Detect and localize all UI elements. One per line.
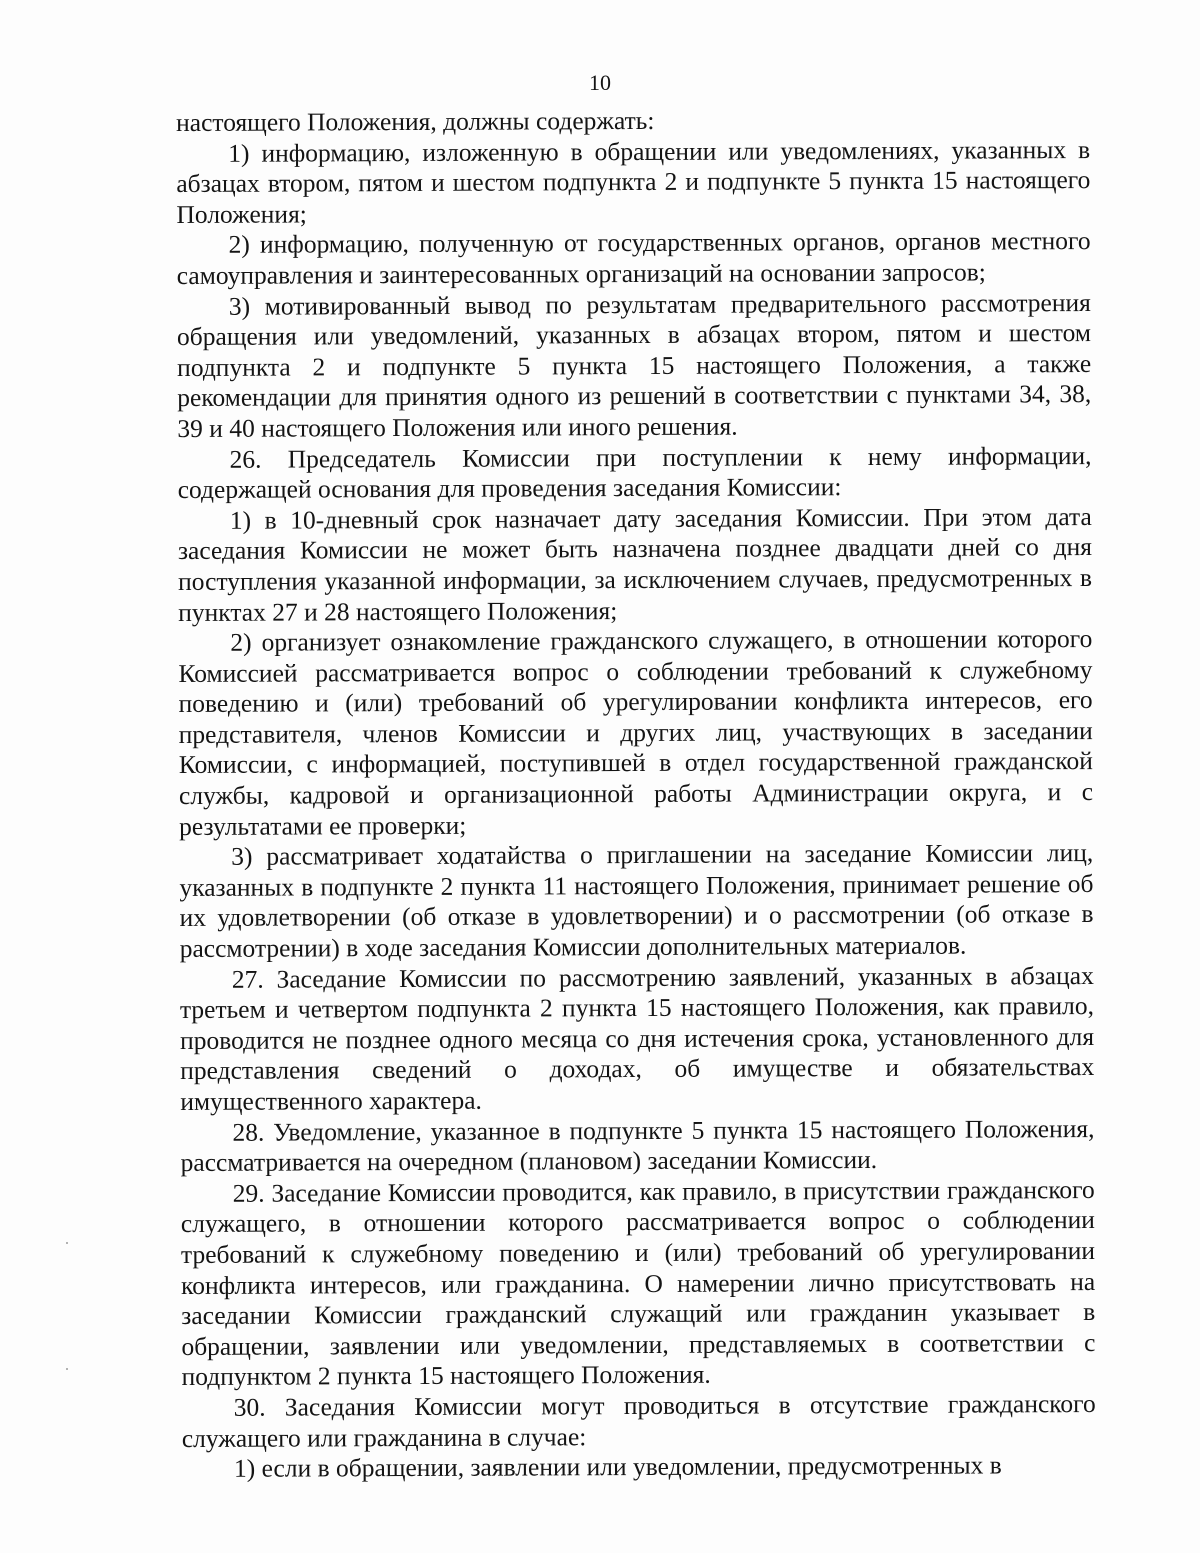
paragraph-25-item-3: 3) мотивированный вывод по результатам предварительного рассмотрения обращения или уведомлений, указанных в абзацах втором, пятом и шестом подпункта 2 и подпункте 5 пункта 15 настоящего Положения, а также рекомендации для принятия одного из решений в соответствии с пунктами 34, 38, 39 и 40 настоящего Положения или иного решения. <box>176 287 1092 443</box>
paragraph-intro: настоящего Положения, должны содержать: <box>176 105 655 137</box>
paragraph-26-item-2: 2) организует ознакомление гражданского служащего, в отношении которого Комиссией рассматривается вопрос о соблюдении требований к служебному поведению и (или) требований об урегулировании конфликта интересов, его представителя, членов Комиссии и других лиц, участвующих в заседании Комиссии, с информацией, поступившей в отдел государственной гражданской службы, кадровой и организационной работы Администрации округа, и с результатами ее проверки; <box>178 624 1094 841</box>
scan-speck <box>66 1242 68 1244</box>
page-number: 10 <box>589 70 611 95</box>
paragraph-27: 27. Заседание Комиссии по рассмотрению заявлений, указанных в абзацах третьем и четвертом подпункта 2 пункта 15 настоящего Положения, как правило, проводится не позднее одного месяца со дня истечения срока, установленного для представления сведений о доходах, об имуществе и обязательствах имущественного характера. <box>179 960 1095 1116</box>
paragraph-26: 26. Председатель Комиссии при поступлении к нему информации, содержащей основания для проведения заседания Комиссии: <box>177 440 1092 505</box>
paragraph-29: 29. Заседание Комиссии проводится, как правило, в присутствии гражданского служащего, в отношении которого рассматривается вопрос о соблюдении требований к служебному поведению и (или) требований об урегулировании конфликта интересов, или гражданина. О намерении лично присутствовать на заседании Комиссии гражданский служащий или гражданин указывает в обращении, заявлении или уведомлении, представляемых в соответствии с подпунктом 2 пункта 15 настоящего Положения. <box>180 1174 1096 1392</box>
paragraph-28: 28. Уведомление, указанное в подпункте 5 пункта 15 настоящего Положения, рассматривается на очередном (плановом) заседании Комиссии. <box>180 1113 1095 1178</box>
paragraph-25-item-2: 2) информацию, полученную от государственных органов, органов местного самоуправления и заинтересованных организаций на основании запросов; <box>176 226 1091 290</box>
paragraph-26-item-1: 1) в 10-дневный срок назначает дату заседания Комиссии. При этом дата заседания Комиссии не может быть назначена позднее двадцати дней со дня поступления указанной информации, за исключением случаев, предусмотренных в пунктах 27 и 28 настоящего Положения; <box>177 501 1093 627</box>
scan-speck <box>66 1368 68 1370</box>
paragraph-30-item-1: 1) если в обращении, заявлении или уведомлении, предусмотренных в <box>233 1450 1002 1483</box>
paragraph-25-item-1: 1) информацию, изложенную в обращении или уведомлениях, указанных в абзацах втором, пятом и шестом подпункта 2 и подпункте 5 пункта 15 настоящего Положения; <box>176 134 1091 229</box>
document-body <box>176 104 1096 1485</box>
paragraph-30: 30. Заседания Комиссии могут проводиться в отсутствие гражданского служащего или гражданина в случае: <box>181 1388 1096 1453</box>
paragraph-26-item-3: 3) рассматривает ходатайства о приглашении на заседание Комиссии лиц, указанных в подпункте 2 пункта 11 настоящего Положения, принимает решение об их удовлетворении (об отказе в удовлетворении) и о рассмотрении (об отказе в рассмотрении) в ходе заседания Комиссии дополнительных материалов. <box>179 838 1094 964</box>
